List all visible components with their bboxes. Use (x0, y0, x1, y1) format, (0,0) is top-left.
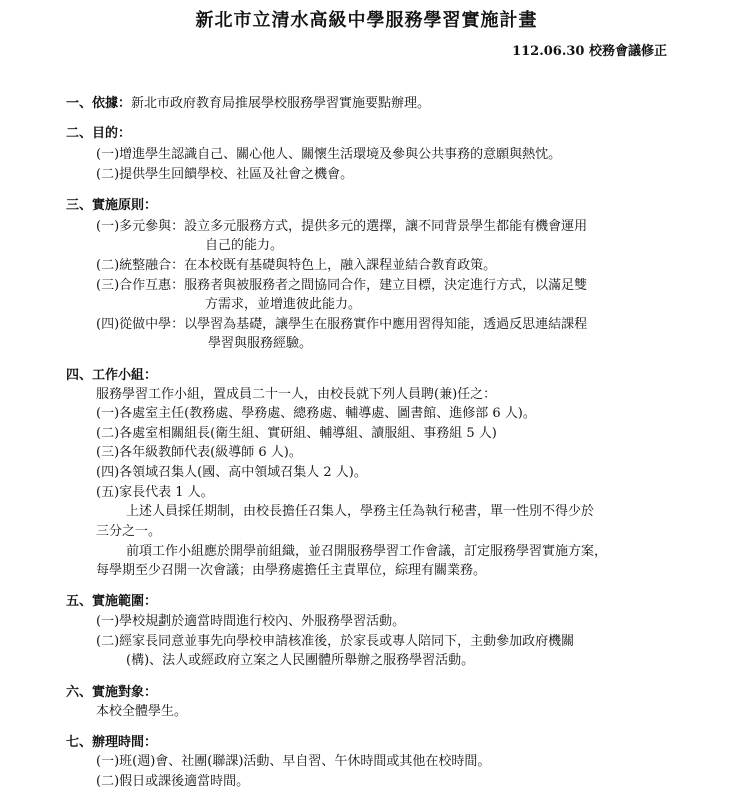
section-1 (66, 94, 430, 114)
section-3-item-4: (四)從做中學：以學習為基礎，讓學生在服務實作中應用習得知能，透過反思連結課程 (96, 317, 588, 332)
document-title: 新北市立清水高級中學服務學習實施計畫 (195, 10, 538, 31)
section-4-para-2-cont: 每學期至少召開一次會議；由學務處擔任主責單位，綜理有關業務。 (96, 563, 487, 578)
section-4-item-4: (四)各領域召集人(國、高中領域召集人 2 人)。 (96, 465, 367, 480)
section-3-item-4-cont: 學習與服務經驗。 (208, 336, 313, 351)
section-4-item-2: (二)各處室相關組長(衛生組、實研組、輔導組、讀服組、事務組 5 人) (96, 426, 497, 441)
section-6-heading: 六、實施對象： (66, 685, 158, 700)
section-2-heading: 二、目的： (66, 126, 132, 141)
section-5-item-2: (二)經家長同意並事先向學校申請核准後，於家長或專人陪同下，主動參加政府機關 (96, 634, 575, 649)
section-3-item-1: (一)多元參與：設立多元服務方式，提供多元的選擇，讓不同背景學生都能有機會運用 (96, 219, 588, 234)
section-4-para-1-cont: 三分之一。 (96, 524, 162, 539)
section-4-item-1: (一)各處室主任(教務處、學務處、總務處、輔導處、圖書館、進修部 6 人)。 (96, 406, 536, 421)
section-5-item-1: (一)學校規劃於適當時間進行校內、外服務學習活動。 (96, 614, 406, 629)
section-3-heading: 三、實施原則： (66, 198, 158, 213)
section-3-item-1-cont: 自己的能力。 (205, 238, 284, 253)
section-4-para-2: 前項工作小組應於開學前組織，並召開服務學習工作會議，訂定服務學習實施方案， (126, 544, 608, 559)
section-7-heading: 七、辦理時間： (66, 735, 158, 750)
section-2-item-2: (二)提供學生回饋學校、社區及社會之機會。 (96, 167, 354, 182)
section-7-item-1: (一)班(週)會、社團(聯課)活動、早自習、午休時間或其他在校時間。 (96, 754, 491, 769)
section-4-para-1: 上述人員採任期制，由校長擔任召集人，學務主任為執行秘書，單一性別不得少於 (126, 504, 595, 519)
section-4-intro: 服務學習工作小組，置成員二十一人，由校長就下列人員聘(兼)任之： (96, 387, 497, 402)
section-2-item-1: (一)增進學生認識自己、關心他人、關懷生活環境及參與公共事務的意願與熱忱。 (96, 147, 562, 162)
section-6-text: 本校全體學生。 (96, 704, 188, 719)
section-3-item-2: (二)統整融合：在本校既有基礎與特色上，融入課程並結合教育政策。 (96, 258, 497, 273)
section-4-heading: 四、工作小組： (66, 368, 158, 383)
section-5-heading: 五、實施範圍： (66, 594, 158, 609)
section-4-item-3: (三)各年級教師代表(級導師 6 人)。 (96, 445, 302, 460)
revision-note: 112.06.30 校務會議修正 (512, 44, 667, 59)
section-3-item-3: (三)合作互惠：服務者與被服務者之間協同合作，建立目標，決定進行方式，以滿足雙 (96, 278, 588, 293)
section-1-heading: 一、依據： (66, 96, 132, 111)
section-5-item-2-cont: (構)、法人或經政府立案之人民團體所舉辦之服務學習活動。 (126, 653, 475, 668)
section-1-text: 新北市政府教育局推展學校服務學習實施要點辦理。 (131, 96, 431, 111)
section-4-item-5: (五)家長代表 1 人。 (96, 485, 214, 500)
section-7-item-2: (二)假日或課後適當時間。 (96, 774, 250, 789)
section-3-item-3-cont: 方需求，並增進彼此能力。 (205, 297, 362, 312)
